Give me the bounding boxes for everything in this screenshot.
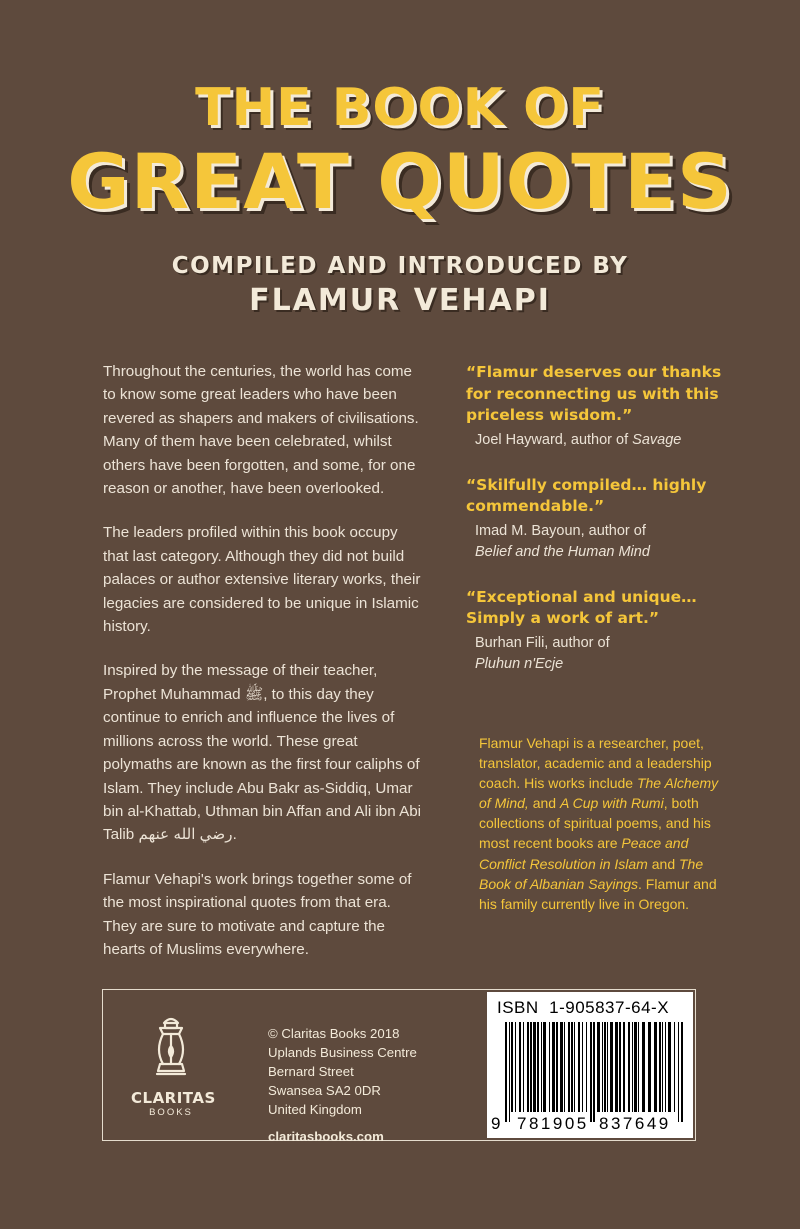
barcode-bar [628, 1022, 630, 1112]
barcode-bar [623, 1022, 625, 1112]
barcode-bar [665, 1022, 666, 1112]
barcode-bar [619, 1022, 621, 1112]
bio-text: Flamur Vehapi is a researcher, poet, translator, academic and a leadership coach. His works include [479, 735, 712, 792]
bio-text: and [647, 855, 679, 872]
description-paragraph-3: Inspired by the message of their teacher, Prophet Muhammad ﷺ, to this day they continue to enrich and influence the lives of millions across the world. These great polymaths are known as the first four caliphs of Islam. They include Abu Bakr as-Siddiq, Umar bin al-Khattab, Uthman bin Affan and Ali ibn Abi Talib رضي الله عنهم. [103, 662, 422, 844]
barcode-bar [604, 1022, 606, 1112]
endorsement-author: Imad M. Bayoun, author of [475, 522, 646, 539]
endorsements-column [466, 362, 736, 699]
compiled-by-label: COMPILED AND INTRODUCED BY [171, 253, 629, 279]
barcode-bar [519, 1022, 521, 1112]
ean-left-digits: 781905 [517, 1113, 589, 1133]
logo-subtitle: BOOKS [149, 1107, 193, 1118]
endorsement-work: Pluhun n'Ecje [475, 655, 564, 672]
description-paragraph-4: Flamur Vehapi's work brings together some of the most inspirational quotes from that era. They are sure to motivate and capture the hearts of Muslims everywhere. [103, 870, 412, 958]
endorsement-quote: “Skilfully compiled… highly commendable.” [466, 475, 707, 515]
barcode-bar [586, 1022, 587, 1112]
endorsement-work: Savage [632, 431, 682, 448]
publisher-logo [131, 1014, 216, 1118]
endorsement-attribution [466, 430, 736, 451]
barcode-bar [571, 1022, 573, 1112]
address-line: United Kingdom [268, 1102, 362, 1117]
barcode-bar [634, 1022, 637, 1112]
endorsement-author: Burhan Fili, author of [475, 634, 610, 651]
address-line: Bernard Street [268, 1064, 354, 1079]
publisher-footer [102, 989, 696, 1144]
description-paragraph-1: Throughout the centuries, the world has come to know some great leaders who have been revered as shapers and makers of civilisations. Many of them have been celebrated, whilst others have been forgotten, and some, for one reason or another, have been overlooked. [103, 363, 419, 498]
isbn-label: ISBN 1-905837-64-X [497, 997, 670, 1017]
barcode-bar [574, 1022, 575, 1112]
description-column [103, 360, 425, 982]
author-name: FLAMUR VEHAPI [249, 283, 551, 318]
ean-right-digits: 837649 [599, 1113, 671, 1133]
author-bio [479, 733, 719, 914]
barcode-bar [527, 1022, 529, 1112]
bio-text: . Flamur and his family currently live in Oregon. [479, 875, 717, 912]
ean-first-digit: 9 [491, 1113, 501, 1133]
barcode-bar [654, 1022, 657, 1112]
barcode-bar [582, 1022, 583, 1112]
barcode-bar [648, 1022, 651, 1112]
barcode-bar [632, 1022, 633, 1112]
barcode-bar [610, 1022, 613, 1112]
endorsement-author: Joel Hayward, author of [475, 431, 633, 448]
barcode [487, 992, 693, 1138]
barcode-bar [541, 1022, 542, 1112]
endorsement-attribution [466, 521, 736, 563]
endorsement [466, 587, 736, 675]
barcode-bar [674, 1022, 675, 1112]
barcode-bar [552, 1022, 555, 1112]
barcode-bar [578, 1022, 580, 1112]
barcode-bar [543, 1022, 546, 1112]
endorsement-quote: “Flamur deserves our thanks for reconnecting us with this priceless wisdom.” [466, 363, 722, 424]
barcode-bar [662, 1022, 663, 1112]
barcode-bar [511, 1022, 513, 1112]
barcode-bar [681, 1022, 683, 1122]
barcode-bar [523, 1022, 524, 1112]
barcode-bar [537, 1022, 539, 1112]
barcode-bar [549, 1022, 550, 1112]
endorsement-work: Belief and the Human Mind [475, 543, 650, 560]
endorsement-attribution [466, 633, 736, 675]
title-line-1: THE BOOK OF [195, 78, 605, 138]
barcode-bar [668, 1022, 671, 1112]
barcode-bar [556, 1022, 558, 1112]
barcode-bar [607, 1022, 608, 1112]
barcode-bar [659, 1022, 661, 1112]
barcode-bar [638, 1022, 639, 1112]
publisher-address [268, 1024, 417, 1146]
description-paragraph-2: The leaders profiled within this book occupy that last category. Although they did not build palaces or author extensive literary works, their legacies are considered to be unique in Islamic history. [103, 524, 421, 636]
logo-wordmark: CLARITAS [131, 1089, 216, 1107]
barcode-bar [515, 1022, 516, 1112]
barcode-bar [597, 1022, 600, 1112]
barcode-bar [530, 1022, 532, 1112]
lantern-icon [146, 1014, 196, 1080]
address-line: Swansea SA2 0DR [268, 1083, 381, 1098]
barcode-bar [593, 1022, 595, 1122]
barcode-bar [533, 1022, 536, 1112]
endorsement [466, 475, 736, 563]
address-line: Uplands Business Centre [268, 1045, 417, 1060]
copyright: © Claritas Books 2018 [268, 1026, 400, 1041]
barcode-bar [678, 1022, 679, 1122]
title-line-2: GREAT QUOTES [67, 137, 733, 226]
endorsement-quote: “Exceptional and unique… Simply a work of art.” [466, 587, 697, 627]
barcode-bar [602, 1022, 603, 1112]
bio-work: Peace and Conflict Resolution in Islam [479, 835, 689, 872]
barcode-bar [560, 1022, 563, 1112]
publisher-website: claritasbooks.com [268, 1129, 384, 1144]
bio-work: The Alchemy of Mind, [479, 775, 719, 812]
bio-text: and [528, 795, 560, 812]
barcode-bar [564, 1022, 565, 1112]
bio-text: , both collections of spiritual poems, and his most recent books are [479, 795, 711, 852]
book-title [0, 78, 800, 224]
endorsement [466, 362, 736, 451]
bio-work: A Cup with Rumi [559, 795, 664, 812]
barcode-bar [615, 1022, 618, 1112]
barcode-bar [568, 1022, 570, 1112]
bio-work: The Book of Albanian Sayings [479, 855, 704, 892]
barcode-bar [505, 1022, 507, 1122]
barcode-bar [642, 1022, 645, 1112]
barcode-bar [590, 1022, 592, 1122]
barcode-bar [509, 1022, 510, 1122]
